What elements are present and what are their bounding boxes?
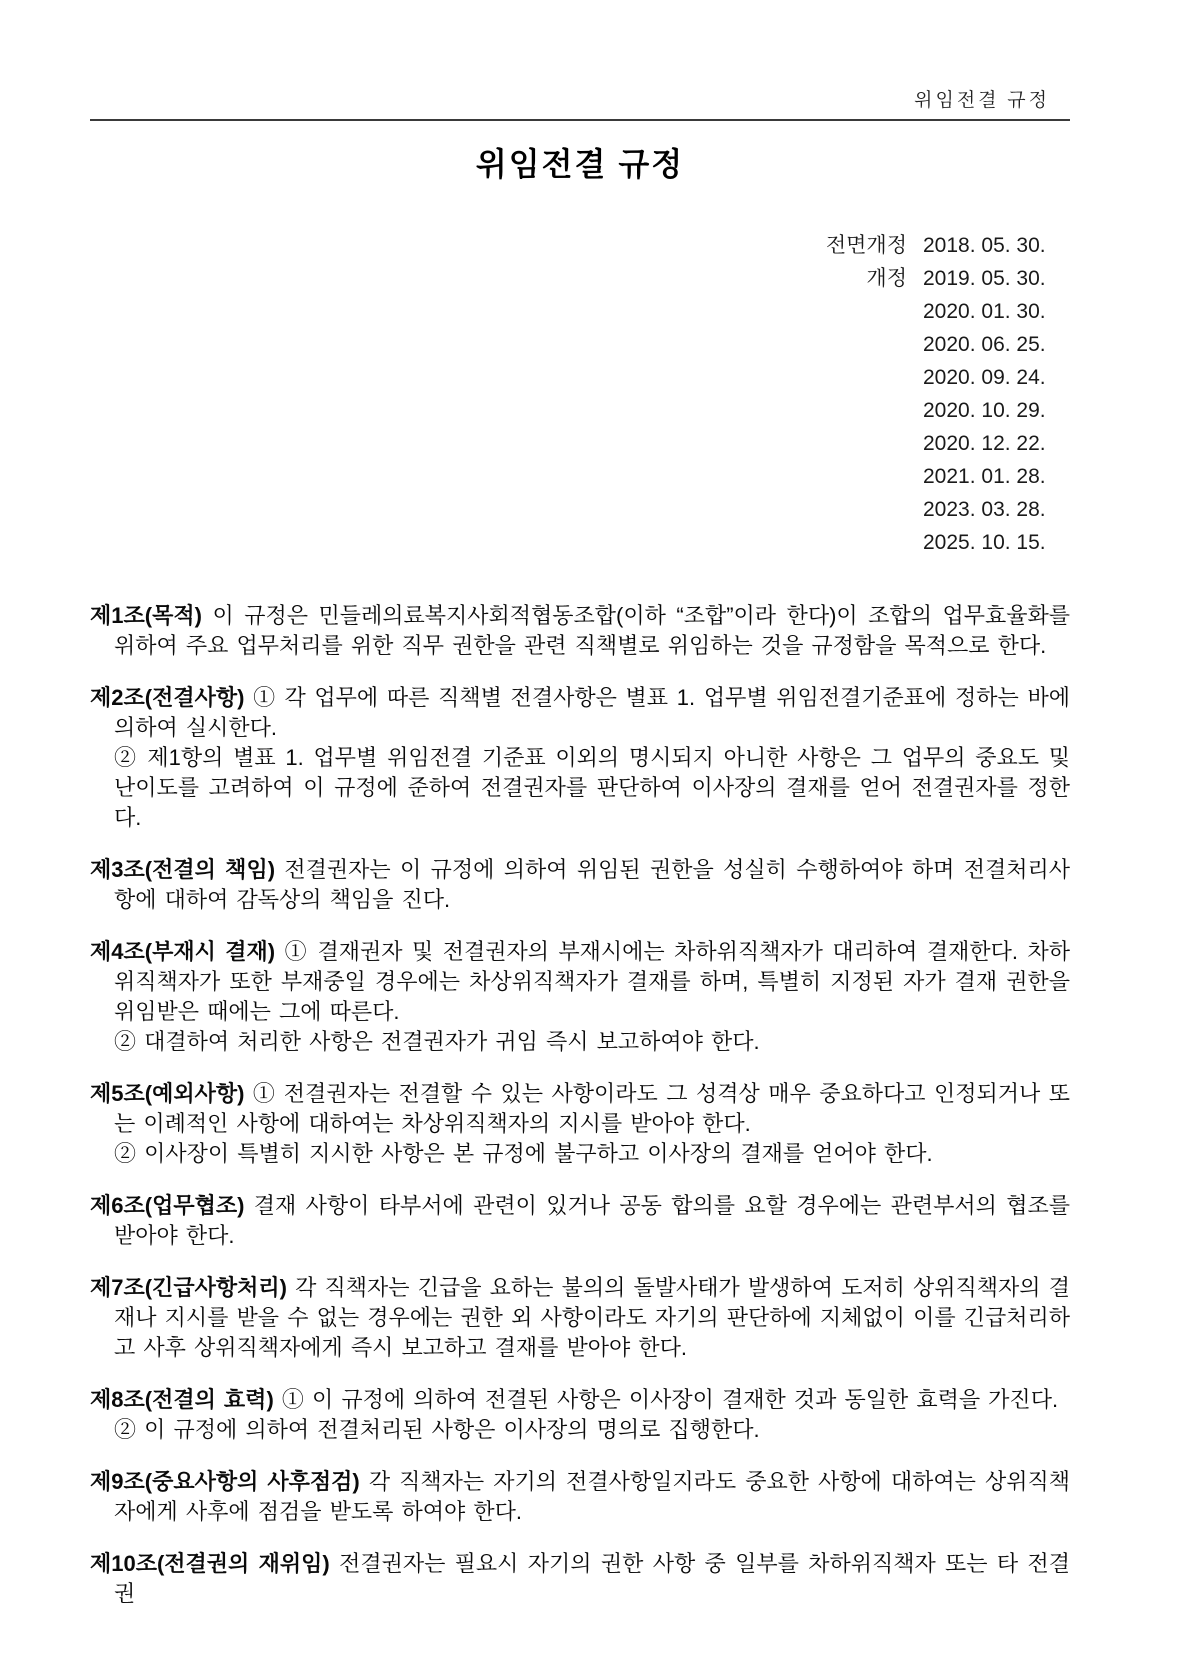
- article-label: 제7조(긴급사항처리): [90, 1275, 287, 1300]
- article: [90, 855, 1070, 915]
- revision-row: [90, 262, 1055, 295]
- article-clause: 각 직책자는 자기의 전결사항일지라도 중요한 사항에 대하여는 상위직책자에게 사후에 점검을 받도록 하여야 한다.: [114, 1469, 1070, 1524]
- article-clause: ① 전결권자는 전결할 수 있는 사항이라도 그 성격상 매우 중요하다고 인정되거나 또는 이례적인 사항에 대하여는 차상위직책자의 지시를 받아야 한다.: [114, 1081, 1070, 1136]
- revision-row: [90, 295, 1055, 328]
- article-clause: 이 규정은 민들레의료복지사회적협동조합(이하 “조합”이라 한다)이 조합의 업무효율화를 위하여 주요 업무처리를 위한 직무 권한을 관련 직책별로 위임하는 것을 규정함을 목적으로 한다.: [114, 603, 1070, 658]
- article-clause: 전결권자는 이 규정에 의하여 위임된 권한을 성실히 수행하여야 하며 전결처리사항에 대하여 감독상의 책임을 진다.: [114, 857, 1070, 912]
- revision-date: 2020. 09. 24.: [923, 366, 1046, 389]
- article: [90, 1273, 1070, 1363]
- articles-section: [90, 601, 1070, 1609]
- article-label: 제1조(목적): [90, 603, 202, 628]
- article: [90, 1385, 1070, 1445]
- article-clause: 전결권자는 필요시 자기의 권한 사항 중 일부를 차하위직책자 또는 타 전결권: [114, 1551, 1070, 1606]
- revision-row: [90, 361, 1055, 394]
- revision-label: 개정: [866, 267, 907, 290]
- article-label: 제6조(업무협조): [90, 1193, 245, 1218]
- revision-row: [90, 526, 1055, 559]
- article-label: 제5조(예외사항): [90, 1081, 245, 1106]
- revision-date: 2021. 01. 28.: [923, 465, 1046, 488]
- article-label: 제4조(부재시 결재): [90, 939, 276, 964]
- revision-row: [90, 460, 1055, 493]
- revision-date: 2018. 05. 30.: [923, 234, 1046, 257]
- revision-date: 2025. 10. 15.: [923, 531, 1046, 554]
- revision-date: 2020. 10. 29.: [923, 399, 1046, 422]
- revision-date: 2020. 12. 22.: [923, 432, 1046, 455]
- revision-date: 2023. 03. 28.: [923, 498, 1046, 521]
- revision-row: [90, 427, 1055, 460]
- article: [90, 1079, 1070, 1169]
- article-label: 제3조(전결의 책임): [90, 857, 276, 882]
- revision-row: [90, 328, 1055, 361]
- revision-history: [90, 229, 1070, 559]
- revision-date: 2020. 06. 25.: [923, 333, 1046, 356]
- page-title: 위임전결 규정: [475, 146, 685, 182]
- article-label: 제2조(전결사항): [90, 685, 245, 710]
- article-clause: 결재 사항이 타부서에 관련이 있거나 공동 합의를 요할 경우에는 관련부서의 협조를 받아야 한다.: [114, 1193, 1070, 1248]
- page-header: [90, 90, 1070, 112]
- article-label: 제10조(전결권의 재위임): [90, 1551, 330, 1576]
- article: [90, 1191, 1070, 1251]
- revision-date: 2020. 01. 30.: [923, 300, 1046, 323]
- article-clause: ② 제1항의 별표 1. 업무별 위임전결 기준표 이외의 명시되지 아니한 사항은 그 업무의 중요도 및 난이도를 고려하여 이 규정에 준하여 전결권자를 판단하여 이사장의 결재를 얻어 전결권자를 정한다.: [114, 745, 1070, 830]
- revision-row: [90, 394, 1055, 427]
- article-label: 제9조(중요사항의 사후점검): [90, 1469, 360, 1494]
- article-label: 제8조(전결의 효력): [90, 1387, 274, 1412]
- article-clause: ② 이사장이 특별히 지시한 사항은 본 규정에 불구하고 이사장의 결재를 얻어야 한다.: [114, 1141, 933, 1166]
- article: [90, 1549, 1070, 1609]
- header-divider: [90, 119, 1070, 121]
- revision-row: [90, 229, 1055, 262]
- article: [90, 937, 1070, 1057]
- revision-label: 전면개정: [825, 234, 907, 257]
- article-clause: ① 이 규정에 의하여 전결된 사항은 이사장이 결재한 것과 동일한 효력을 가진다.: [281, 1387, 1059, 1412]
- article-clause: 각 직책자는 긴급을 요하는 불의의 돌발사태가 발생하여 도저히 상위직책자의 결재나 지시를 받을 수 없는 경우에는 권한 외 사항이라도 자기의 판단하에 지체없이 이를 긴급처리하고 사후 상위직책자에게 즉시 보고하고 결재를 받아야 한다.: [114, 1275, 1070, 1360]
- article-clause: ② 이 규정에 의하여 전결처리된 사항은 이사장의 명의로 집행한다.: [114, 1417, 760, 1442]
- article: [90, 683, 1070, 833]
- article-clause: ② 대결하여 처리한 사항은 전결권자가 귀임 즉시 보고하여야 한다.: [114, 1029, 760, 1054]
- running-head-text: 위임전결 규정: [914, 90, 1050, 111]
- revision-date: 2019. 05. 30.: [923, 267, 1046, 290]
- article: [90, 1467, 1070, 1527]
- article: [90, 601, 1070, 661]
- article-clause: ① 각 업무에 따른 직책별 전결사항은 별표 1. 업무별 위임전결기준표에 정하는 바에 의하여 실시한다.: [114, 685, 1070, 740]
- article-clause: ① 결재권자 및 전결권자의 부재시에는 차하위직책자가 대리하여 결재한다. 차하위직책자가 또한 부재중일 경우에는 차상위직책자가 결재를 하며, 특별히 지정된 자가 결재 권한을 위임받은 때에는 그에 따른다.: [114, 939, 1071, 1024]
- revision-row: [90, 493, 1055, 526]
